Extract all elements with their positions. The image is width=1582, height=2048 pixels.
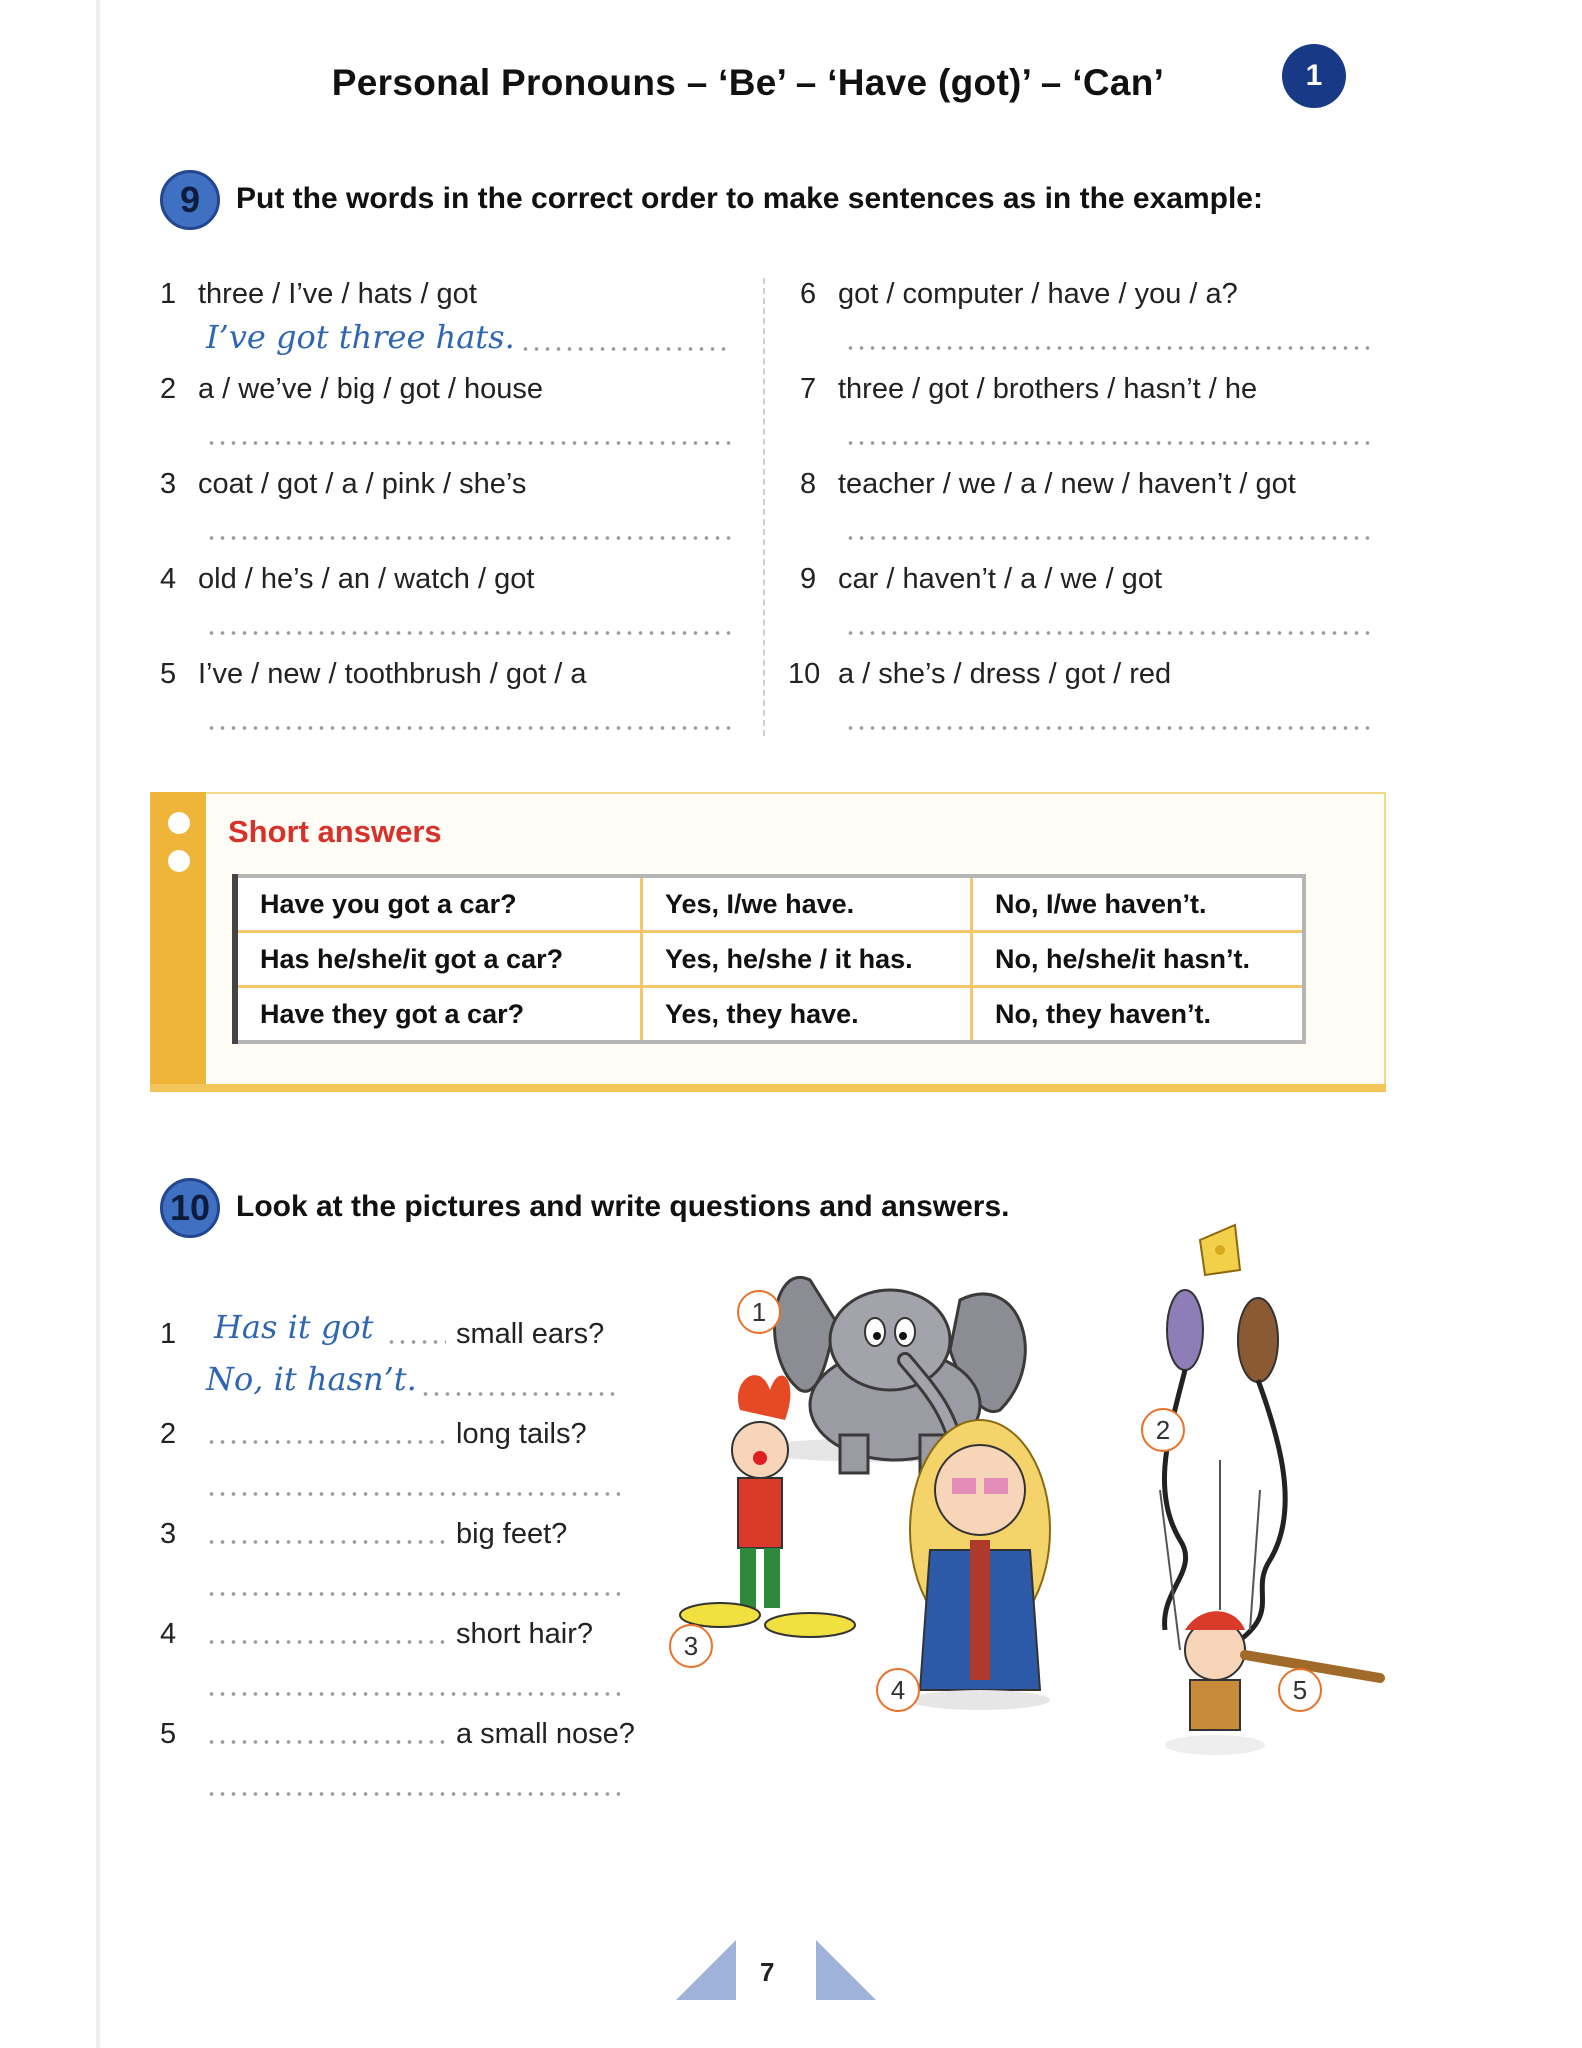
unit-number-badge: 1 (1282, 44, 1346, 108)
ex10-item-1-number: 1 (160, 1318, 177, 1350)
answer-line[interactable] (845, 346, 1375, 350)
item-words: car / haven’t / a / we / got (838, 563, 1162, 595)
table-cell: Yes, they have. (642, 987, 972, 1043)
picture-label-1: 1 (737, 1290, 781, 1334)
ex10-item-4-rest: short hair? (456, 1618, 594, 1650)
item-number: 4 (160, 563, 177, 595)
ex10-item-2-rest: long tails? (456, 1418, 587, 1450)
table-cell: Have they got a car? (235, 987, 642, 1043)
binder-hole (168, 850, 190, 872)
ex10-item-5-number: 5 (160, 1718, 177, 1750)
exercise-10-instruction: Look at the pictures and write questions and answers. (236, 1190, 1010, 1223)
item-number: 1 (160, 278, 177, 310)
left-triangle-decoration (676, 1940, 736, 2000)
ex9-item-5 (160, 658, 587, 691)
page-number: 7 (760, 1957, 775, 1987)
answer-line[interactable] (845, 631, 1375, 635)
ex10-item-1-question[interactable]: Has it got (214, 1308, 374, 1346)
question-line[interactable] (206, 1740, 446, 1744)
mice-illustration (1164, 1290, 1285, 1640)
item-words: old / he’s / an / watch / got (198, 563, 535, 595)
answer-line[interactable] (206, 1792, 620, 1796)
item-words: coat / got / a / pink / she’s (198, 468, 527, 500)
item-words: teacher / we / a / new / haven’t / got (838, 468, 1296, 500)
answer-line[interactable] (206, 1692, 620, 1696)
item-number: 5 (160, 658, 177, 690)
short-answers-table (232, 874, 1306, 1044)
table-cell: No, they haven’t. (972, 987, 1305, 1043)
binder-hole (168, 812, 190, 834)
picture-label-3: 3 (669, 1624, 713, 1668)
table-cell: Yes, I/we have. (642, 876, 972, 932)
ex10-item-2-number: 2 (160, 1418, 177, 1450)
ex10-item-1-answer[interactable]: No, it hasn’t. (206, 1360, 417, 1398)
ex9-item-3 (160, 468, 526, 501)
page-spine-shadow (96, 0, 100, 2048)
question-line[interactable] (206, 1640, 446, 1644)
answer-line[interactable] (206, 631, 732, 635)
question-line[interactable] (206, 1440, 446, 1444)
short-answers-bottom-border (150, 1084, 1386, 1092)
item-number: 10 (788, 658, 821, 690)
cheese-icon (1200, 1225, 1240, 1275)
item-words: I’ve / new / toothbrush / got / a (198, 658, 587, 690)
ex10-item-1-rest: small ears? (456, 1318, 605, 1350)
ex9-item-8 (800, 468, 1296, 501)
answer-line[interactable] (206, 536, 732, 540)
answer-line[interactable] (845, 726, 1375, 730)
table-row (235, 932, 1304, 987)
item-number: 3 (160, 468, 177, 500)
exercise-9-badge: 9 (160, 170, 220, 230)
ex9-item-4 (160, 563, 534, 596)
answer-line[interactable] (206, 726, 732, 730)
answer-line[interactable] (206, 441, 732, 445)
picture-label-5: 5 (1278, 1668, 1322, 1712)
right-triangle-decoration (816, 1940, 876, 2000)
answer-line[interactable] (206, 1492, 620, 1496)
picture-label-4: 4 (876, 1668, 920, 1712)
item-words: three / got / brothers / hasn’t / he (838, 373, 1258, 405)
item-words: three / I’ve / hats / got (198, 278, 477, 310)
puppet-illustration (1160, 1460, 1380, 1755)
ex9-item-10 (788, 658, 1171, 691)
answer-line[interactable] (206, 1592, 620, 1596)
page-corner-decoration (676, 1940, 876, 2010)
girl-illustration (910, 1420, 1050, 1710)
table-cell: Has he/she/it got a car? (235, 932, 642, 987)
exercise-10-badge: 10 (160, 1178, 220, 1238)
short-answers-title: Short answers (228, 814, 442, 849)
answer-line[interactable] (845, 536, 1375, 540)
ex9-item-6 (800, 278, 1238, 311)
ex10-item-3-number: 3 (160, 1518, 177, 1550)
page-title: Personal Pronouns – ‘Be’ – ‘Have (got)’ – ‘Can’ (331, 62, 1165, 103)
ex9-item-7 (800, 373, 1257, 406)
item-number: 9 (800, 563, 817, 595)
ex9-item-2 (160, 373, 543, 406)
exercise-9-instruction: Put the words in the correct order to make sentences as in the example: (236, 182, 1263, 215)
ex9-item-1 (160, 278, 477, 311)
answer-line (386, 1340, 446, 1344)
item-words: a / she’s / dress / got / red (838, 658, 1172, 690)
item-number: 7 (800, 373, 817, 405)
item-words: a / we’ve / big / got / house (198, 373, 543, 405)
item-number: 8 (800, 468, 817, 500)
item-number: 6 (800, 278, 817, 310)
ex9-item-9 (800, 563, 1162, 596)
picture-label-2: 2 (1141, 1408, 1185, 1452)
answer-line (520, 347, 732, 351)
table-cell: No, he/she/it hasn’t. (972, 932, 1305, 987)
short-answers-strip (150, 792, 206, 1092)
answer-line[interactable] (845, 441, 1375, 445)
ex10-item-5-rest: a small nose? (456, 1718, 635, 1750)
column-divider (763, 278, 765, 736)
table-row (235, 876, 1304, 932)
table-row (235, 987, 1304, 1043)
ex10-item-4-number: 4 (160, 1618, 177, 1650)
ex9-item-1-answer[interactable]: I’ve got three hats. (206, 318, 515, 356)
question-line[interactable] (206, 1540, 446, 1544)
item-number: 2 (160, 373, 177, 405)
item-words: got / computer / have / you / a? (838, 278, 1238, 310)
answer-line (420, 1392, 620, 1396)
ex10-item-3-rest: big feet? (456, 1518, 568, 1550)
table-cell: No, I/we haven’t. (972, 876, 1305, 932)
table-cell: Yes, he/she / it has. (642, 932, 972, 987)
table-cell: Have you got a car? (235, 876, 642, 932)
